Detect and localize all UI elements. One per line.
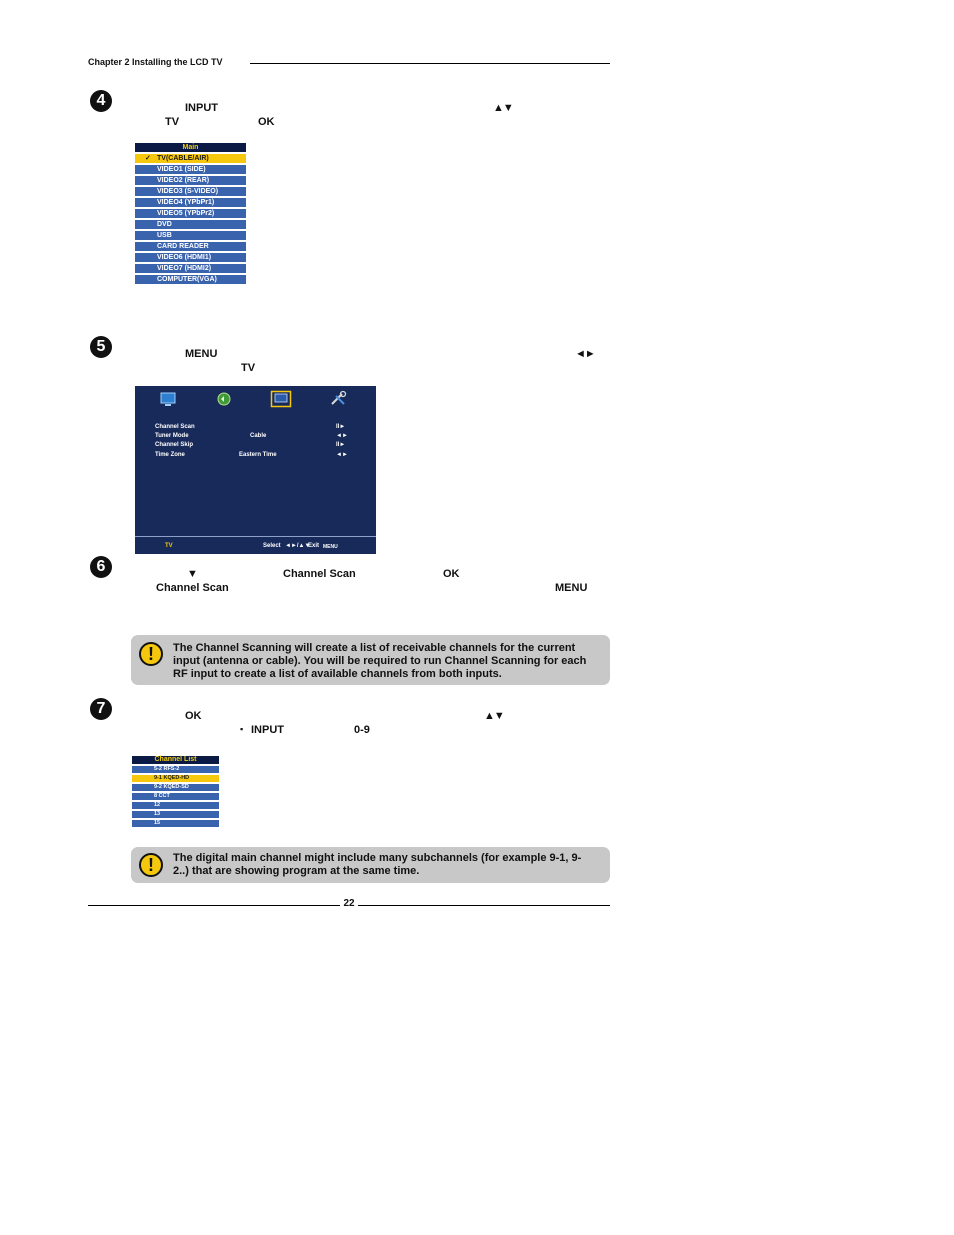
down-arrow-icon: ▼: [187, 568, 197, 580]
source-item-label: VIDEO1 (SIDE): [157, 166, 206, 173]
note-text: [173, 642, 586, 681]
caution-note: [131, 635, 610, 685]
source-item-computer[interactable]: [135, 275, 246, 284]
source-item-label: VIDEO3 (S-VIDEO): [157, 188, 219, 195]
input-source-menu: [135, 143, 246, 284]
key-ok: OK: [258, 116, 275, 128]
note-line: input (antenna or cable). You will be required to run Channel Scanning for each: [173, 655, 587, 667]
source-item-video7[interactable]: [135, 264, 246, 273]
row-label: Tuner Mode: [155, 433, 189, 439]
source-item-usb[interactable]: [135, 231, 246, 240]
source-item-tv[interactable]: [135, 154, 246, 163]
note-line: The Channel Scanning will create a list of receivable channels for the current: [173, 642, 576, 654]
menu-row-channel-skip[interactable]: [155, 442, 365, 450]
source-item-label: VIDEO4 (YPbPr1): [157, 199, 215, 206]
left-right-arrows-icon: ◄►: [336, 452, 348, 458]
channel-list-menu: [132, 756, 219, 827]
tv-setup-icon[interactable]: [270, 390, 292, 408]
channel-item[interactable]: 9-2 KQED-SD: [132, 784, 219, 791]
row-label: Channel Skip: [155, 442, 194, 448]
step-5-number: 5: [90, 336, 112, 358]
source-item-label: USB: [157, 232, 172, 239]
caution-note: [131, 847, 610, 883]
select-keys-icon: ◄►/▲▼: [285, 543, 311, 549]
note-text: [173, 852, 581, 878]
key-menu: MENU: [555, 582, 588, 594]
key-menu: MENU: [185, 348, 218, 360]
enter-arrow-icon: II►: [336, 424, 346, 430]
channel-scan-term: Channel Scan: [283, 568, 356, 580]
source-item-label: VIDEO6 (HDMI1): [157, 254, 212, 261]
key-ok: OK: [443, 568, 460, 580]
key-tv: TV: [165, 116, 180, 128]
warning-icon: !: [139, 642, 163, 666]
check-icon: ✓: [145, 155, 151, 162]
source-item-card-reader[interactable]: [135, 242, 246, 251]
header-rule: [250, 63, 610, 64]
select-hint: Select: [263, 543, 281, 549]
key-input: INPUT: [185, 102, 218, 114]
tv-setup-menu: [135, 386, 376, 554]
source-item-label: COMPUTER(VGA): [157, 276, 217, 283]
row-label: Channel Scan: [155, 424, 195, 430]
channel-list-title: Channel List: [132, 756, 219, 764]
source-item-label: VIDEO2 (REAR): [157, 177, 210, 184]
exit-key: MENU: [323, 544, 338, 550]
up-down-arrows-icon: ▲▼: [493, 102, 513, 114]
step-4-number: 4: [90, 90, 112, 112]
step-6-number: 6: [90, 556, 112, 578]
channel-item[interactable]: 13: [132, 811, 219, 818]
row-value: Cable: [250, 433, 267, 439]
note-line: 2..) that are showing program at the same time.: [173, 865, 420, 877]
channel-item[interactable]: 5-2 RFS-2: [132, 766, 219, 773]
source-item-video6[interactable]: [135, 253, 246, 262]
left-right-arrows-icon: ◄►: [575, 348, 595, 360]
row-label: Time Zone: [155, 452, 185, 458]
note-line: RF input to create a list of available channels from both inputs.: [173, 668, 502, 680]
chapter-header: Chapter 2 Installing the LCD TV: [88, 57, 223, 67]
exit-hint: Exit: [308, 543, 320, 549]
source-item-dvd[interactable]: [135, 220, 246, 229]
menu-row-tuner-mode[interactable]: [155, 433, 365, 441]
footer-rule-right: [358, 905, 610, 906]
menu-mode-label: TV: [165, 543, 173, 549]
bullet-icon: ▪: [240, 724, 244, 734]
source-item-video2[interactable]: [135, 176, 246, 185]
warning-icon: !: [139, 853, 163, 877]
source-menu-title: Main: [135, 143, 246, 152]
row-value: Eastern Time: [239, 452, 277, 458]
menu-row-time-zone[interactable]: [155, 452, 365, 460]
note-line: The digital main channel might include many subchannels (for example 9-1, 9-: [173, 852, 582, 864]
up-down-arrows-icon: ▲▼: [484, 710, 504, 722]
enter-arrow-icon: II►: [336, 442, 346, 448]
digit-keys: 0-9: [354, 724, 370, 736]
source-item-label: VIDEO7 (HDMI2): [157, 265, 212, 272]
footer-rule-left: [88, 905, 340, 906]
source-item-video3[interactable]: [135, 187, 246, 196]
source-item-video4[interactable]: [135, 198, 246, 207]
settings-icon[interactable]: [328, 390, 350, 408]
key-input: INPUT: [251, 724, 284, 736]
audio-icon[interactable]: [213, 390, 235, 408]
source-item-label: TV(CABLE/AIR): [157, 155, 209, 162]
page-number: 22: [343, 898, 355, 909]
channel-item-selected[interactable]: 9-1 KQED-HD: [132, 775, 219, 782]
key-ok: OK: [185, 710, 202, 722]
picture-icon[interactable]: [158, 390, 180, 408]
step-7-number: 7: [90, 698, 112, 720]
left-right-arrows-icon: ◄►: [336, 433, 348, 439]
source-item-video5[interactable]: [135, 209, 246, 218]
source-item-video1[interactable]: [135, 165, 246, 174]
key-tv: TV: [241, 362, 256, 374]
source-item-label: DVD: [157, 221, 172, 228]
source-item-label: VIDEO5 (YPbPr2): [157, 210, 215, 217]
menu-row-channel-scan[interactable]: [155, 424, 365, 432]
channel-item[interactable]: 12: [132, 802, 219, 809]
menu-footer-divider: [135, 536, 376, 537]
source-item-label: CARD READER: [157, 243, 209, 250]
channel-scan-term: Channel Scan: [156, 582, 229, 594]
channel-item[interactable]: 8 CCT: [132, 793, 219, 800]
channel-item[interactable]: 15: [132, 820, 219, 827]
